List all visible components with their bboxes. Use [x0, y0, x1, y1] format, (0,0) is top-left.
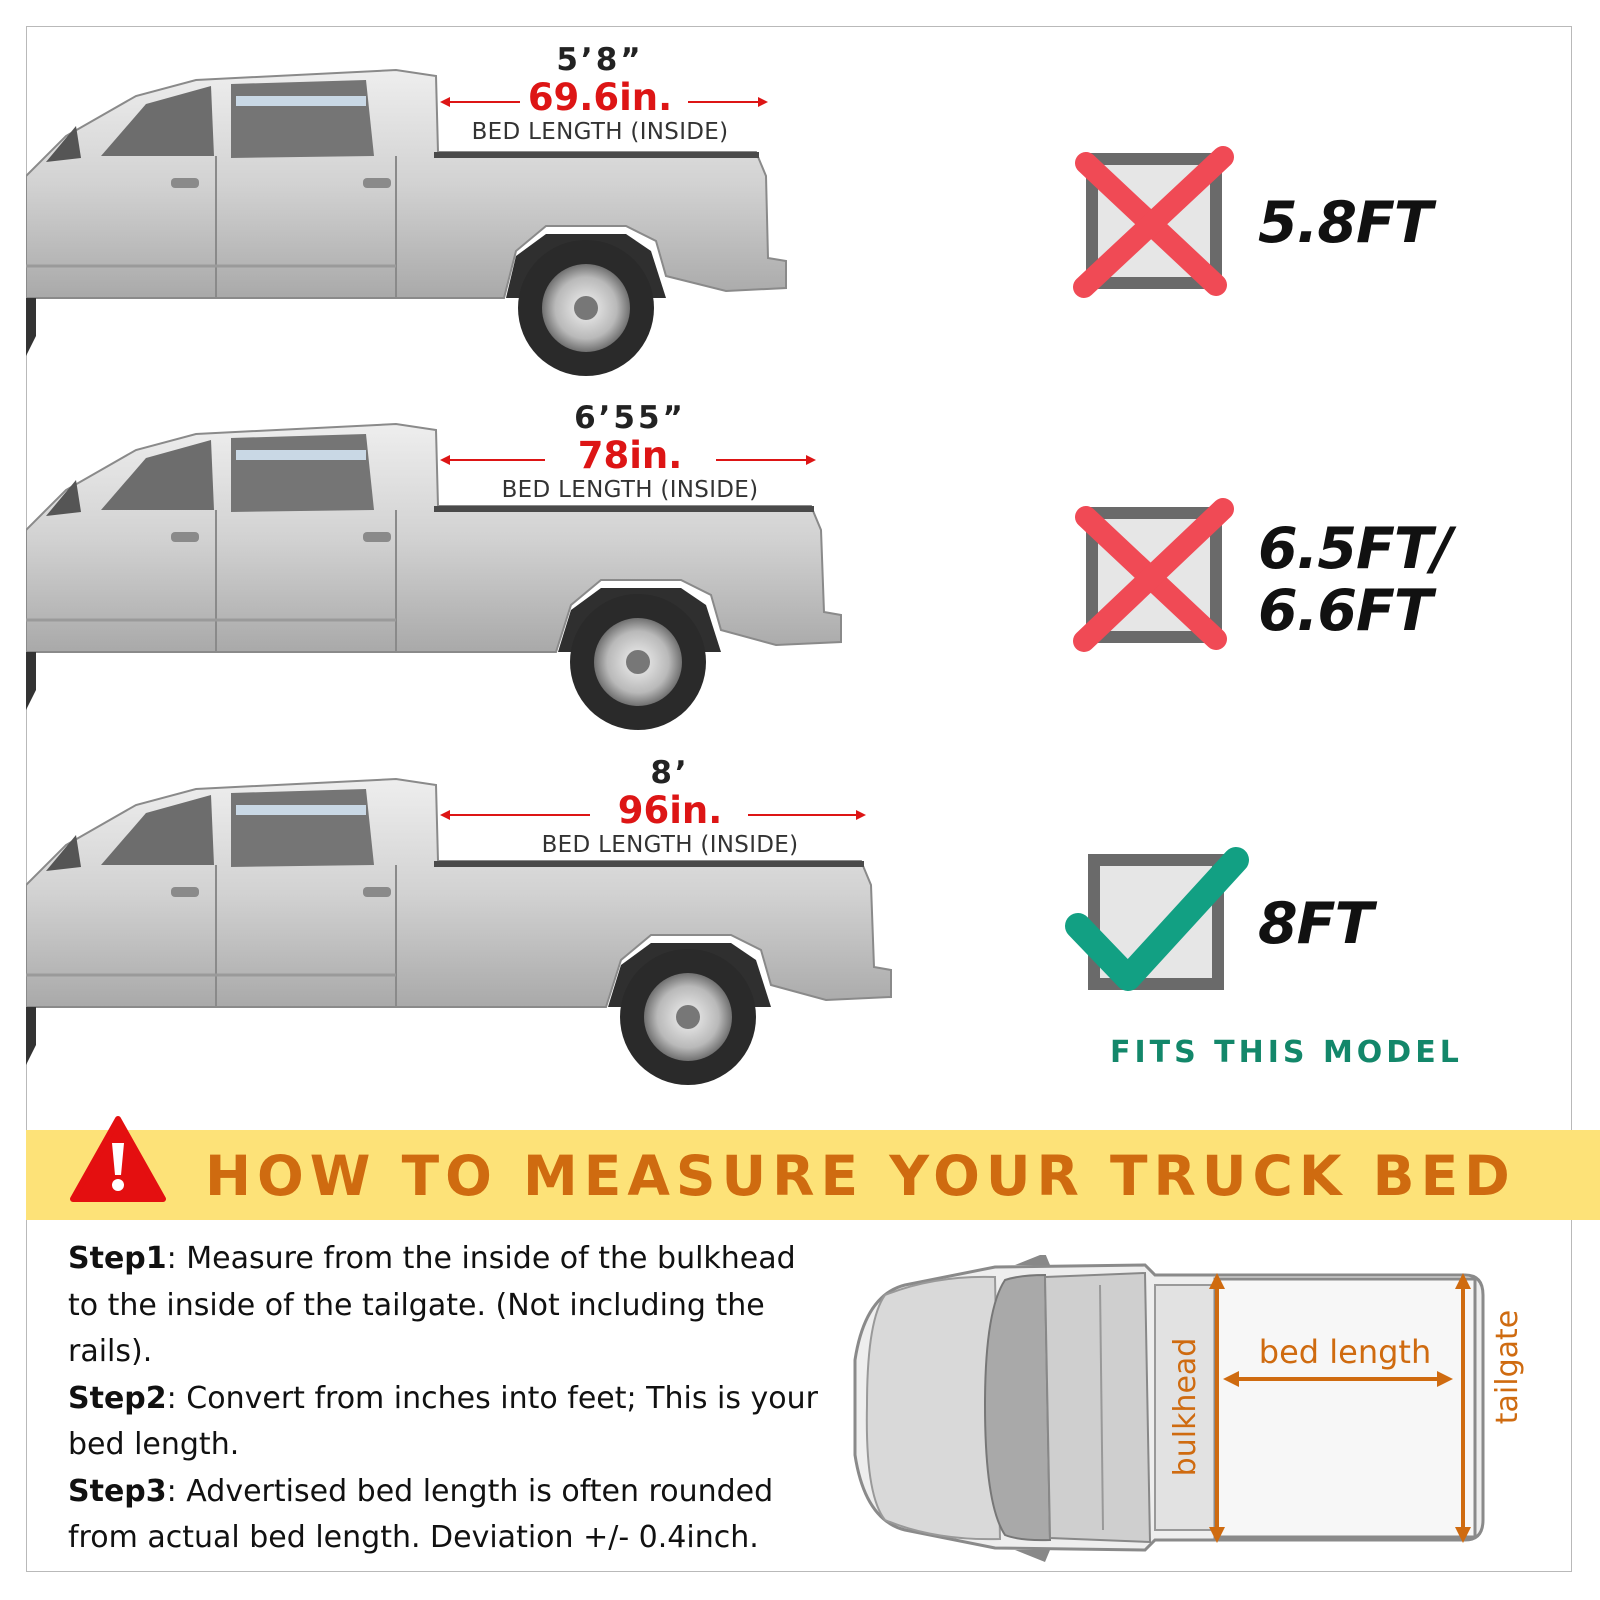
size-label-line: 8FT	[1258, 891, 1373, 957]
bed-length-caption: BED LENGTH (INSIDE)	[471, 119, 729, 145]
bed-length-label: bed length	[1258, 1333, 1432, 1371]
step-item	[68, 1469, 828, 1562]
size-label-3	[1258, 893, 1372, 955]
cross-mark-icon	[1068, 145, 1248, 305]
fits-this-model-label: FITS THIS MODEL	[1110, 1035, 1463, 1070]
size-label-line: 5.8FT	[1258, 190, 1432, 256]
measure-block-3	[540, 755, 800, 859]
bed-length-feet: 8’	[650, 755, 690, 791]
steps-list	[68, 1236, 828, 1562]
banner-title: HOW TO MEASURE YOUR TRUCK BED	[205, 1144, 1516, 1208]
size-label-2	[1258, 518, 1452, 642]
bed-length-inches: 78in.	[577, 434, 683, 477]
bed-length-inches: 69.6in.	[527, 76, 673, 119]
cross-mark-icon	[1068, 495, 1248, 655]
truck-top-view-diagram	[845, 1255, 1535, 1565]
size-label-line: 6.6FT	[1258, 578, 1432, 644]
step-label: Step3	[68, 1473, 167, 1509]
step-item	[68, 1376, 828, 1469]
step-item	[68, 1236, 828, 1376]
step-text: : Convert from inches into feet; This is your bed length.	[68, 1380, 818, 1462]
warning-icon	[68, 1113, 168, 1205]
bed-length-caption: BED LENGTH (INSIDE)	[541, 832, 799, 858]
bed-length-caption: BED LENGTH (INSIDE)	[501, 477, 759, 503]
measure-block-2	[500, 400, 760, 504]
step-text: : Measure from the inside of the bulkhead to the inside of the tailgate. (Not including the rails).	[68, 1241, 796, 1369]
bed-length-feet: 6’55”	[574, 400, 686, 436]
measure-block-1	[470, 42, 730, 146]
bed-length-inches: 96in.	[617, 789, 723, 832]
step-label: Step1	[68, 1241, 167, 1276]
bed-length-feet: 5’8”	[556, 42, 644, 78]
bulkhead-label: bulkhead	[1168, 1337, 1203, 1477]
tailgate-label: tailgate	[1490, 1309, 1525, 1425]
size-label-line: 6.5FT/	[1258, 516, 1452, 582]
check-mark-icon	[1058, 842, 1253, 1002]
step-label: Step2	[68, 1380, 167, 1416]
step-text: : Advertised bed length is often rounded from actual bed length. Deviation +/- 0.4inch.	[68, 1473, 774, 1555]
size-label-1	[1258, 192, 1432, 254]
